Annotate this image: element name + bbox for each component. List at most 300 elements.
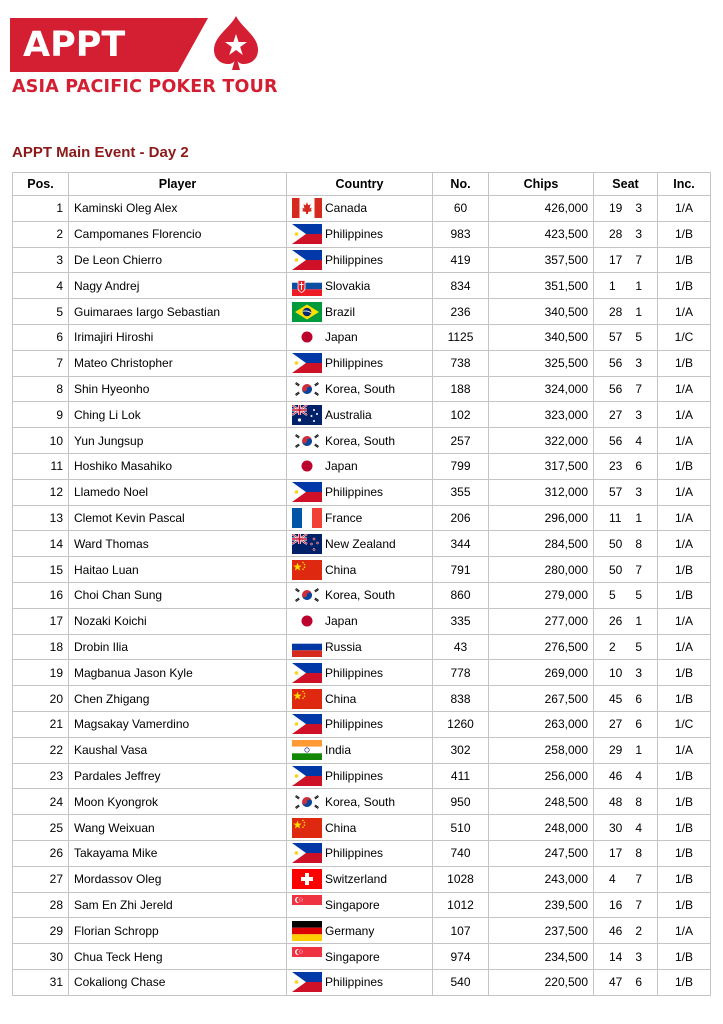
china-flag-icon bbox=[292, 560, 322, 580]
row-pos: 16 bbox=[13, 582, 69, 608]
row-seat bbox=[594, 789, 658, 815]
row-pos: 11 bbox=[13, 453, 69, 479]
row-no: 335 bbox=[433, 608, 489, 634]
row-player: Kaminski Oleg Alex bbox=[69, 196, 287, 222]
row-table-number: 27 bbox=[609, 407, 623, 422]
table-row bbox=[13, 892, 711, 918]
row-no: 1260 bbox=[433, 711, 489, 737]
row-country bbox=[287, 660, 433, 686]
row-country-name: Philippines bbox=[325, 227, 384, 242]
row-chips: 340,500 bbox=[489, 299, 594, 325]
row-country bbox=[287, 789, 433, 815]
row-seat-number: 7 bbox=[635, 252, 642, 267]
row-seat-number: 1 bbox=[635, 304, 642, 319]
row-seat bbox=[594, 428, 658, 454]
row-seat bbox=[594, 557, 658, 583]
row-no: 206 bbox=[433, 505, 489, 531]
table-row bbox=[13, 634, 711, 660]
row-seat-number: 4 bbox=[635, 820, 642, 835]
russia-flag-icon bbox=[292, 637, 322, 657]
table-row bbox=[13, 686, 711, 712]
row-country-name: China bbox=[325, 691, 357, 706]
table-row bbox=[13, 247, 711, 273]
row-table-number: 29 bbox=[609, 743, 623, 758]
header-player: Player bbox=[69, 173, 287, 196]
row-country bbox=[287, 350, 433, 376]
row-seat bbox=[594, 505, 658, 531]
row-chips: 279,000 bbox=[489, 582, 594, 608]
row-country-name: Canada bbox=[325, 201, 368, 216]
row-player: Nagy Andrej bbox=[69, 273, 287, 299]
france-flag-icon bbox=[292, 508, 322, 528]
row-no: 344 bbox=[433, 531, 489, 557]
row-no: 950 bbox=[433, 789, 489, 815]
row-seat-number: 3 bbox=[635, 407, 642, 422]
row-player: Campomanes Florencio bbox=[69, 221, 287, 247]
table-row bbox=[13, 273, 711, 299]
germany-flag-icon bbox=[292, 921, 322, 941]
south-korea-flag-icon bbox=[292, 585, 322, 605]
row-pos: 10 bbox=[13, 428, 69, 454]
row-player: Florian Schropp bbox=[69, 918, 287, 944]
row-pos: 26 bbox=[13, 840, 69, 866]
row-country bbox=[287, 376, 433, 402]
row-country bbox=[287, 505, 433, 531]
table-row bbox=[13, 350, 711, 376]
row-pos: 1 bbox=[13, 196, 69, 222]
header-no: No. bbox=[433, 173, 489, 196]
row-chips: 325,500 bbox=[489, 350, 594, 376]
row-no: 43 bbox=[433, 634, 489, 660]
row-pos: 31 bbox=[13, 969, 69, 995]
row-country-name: Korea, South bbox=[325, 794, 396, 809]
row-pos: 9 bbox=[13, 402, 69, 428]
india-flag-icon bbox=[292, 740, 322, 760]
row-chips: 234,500 bbox=[489, 944, 594, 970]
row-pos: 13 bbox=[13, 505, 69, 531]
row-country-name: Philippines bbox=[325, 665, 384, 680]
row-country bbox=[287, 918, 433, 944]
row-country-name: Russia bbox=[325, 639, 362, 654]
row-pos: 15 bbox=[13, 557, 69, 583]
row-inc: 1/A bbox=[658, 608, 711, 634]
row-chips: 258,000 bbox=[489, 737, 594, 763]
row-country bbox=[287, 582, 433, 608]
brazil-flag-icon bbox=[292, 302, 322, 322]
row-seat bbox=[594, 634, 658, 660]
philippines-flag-icon bbox=[292, 224, 322, 244]
row-seat-number: 1 bbox=[635, 510, 642, 525]
row-player: Pardales Jeffrey bbox=[69, 763, 287, 789]
row-inc: 1/A bbox=[658, 918, 711, 944]
row-seat bbox=[594, 582, 658, 608]
row-seat-number: 5 bbox=[635, 588, 642, 603]
row-pos: 8 bbox=[13, 376, 69, 402]
row-inc: 1/B bbox=[658, 840, 711, 866]
row-chips: 243,000 bbox=[489, 866, 594, 892]
table-header-row bbox=[13, 173, 711, 196]
philippines-flag-icon bbox=[292, 663, 322, 683]
table-row bbox=[13, 428, 711, 454]
row-table-number: 50 bbox=[609, 562, 623, 577]
row-player: Mordassov Oleg bbox=[69, 866, 287, 892]
row-country-name: Philippines bbox=[325, 717, 384, 732]
row-player: Irimajiri Hiroshi bbox=[69, 324, 287, 350]
row-no: 355 bbox=[433, 479, 489, 505]
row-inc: 1/A bbox=[658, 196, 711, 222]
row-pos: 3 bbox=[13, 247, 69, 273]
row-table-number: 45 bbox=[609, 691, 623, 706]
row-seat bbox=[594, 479, 658, 505]
japan-flag-icon bbox=[292, 327, 322, 347]
row-seat-number: 8 bbox=[635, 846, 642, 861]
row-seat-number: 4 bbox=[635, 768, 642, 783]
row-seat bbox=[594, 247, 658, 273]
header-country: Country bbox=[287, 173, 433, 196]
table-row bbox=[13, 608, 711, 634]
row-player: Magsakay Vamerdino bbox=[69, 711, 287, 737]
row-seat-number: 7 bbox=[635, 381, 642, 396]
row-country bbox=[287, 866, 433, 892]
row-pos: 5 bbox=[13, 299, 69, 325]
table-row bbox=[13, 866, 711, 892]
row-no: 1012 bbox=[433, 892, 489, 918]
row-player: Nozaki Koichi bbox=[69, 608, 287, 634]
row-country-name: Slovakia bbox=[325, 278, 371, 293]
table-row bbox=[13, 737, 711, 763]
row-table-number: 11 bbox=[609, 510, 622, 525]
row-no: 799 bbox=[433, 453, 489, 479]
philippines-flag-icon bbox=[292, 353, 322, 373]
row-inc: 1/B bbox=[658, 273, 711, 299]
row-no: 983 bbox=[433, 221, 489, 247]
row-country bbox=[287, 557, 433, 583]
row-country-name: Philippines bbox=[325, 485, 384, 500]
table-row bbox=[13, 402, 711, 428]
row-seat-number: 5 bbox=[635, 639, 642, 654]
row-pos: 7 bbox=[13, 350, 69, 376]
row-player: Cokaliong Chase bbox=[69, 969, 287, 995]
philippines-flag-icon bbox=[292, 766, 322, 786]
row-country bbox=[287, 221, 433, 247]
row-table-number: 56 bbox=[609, 381, 623, 396]
row-chips: 312,000 bbox=[489, 479, 594, 505]
row-inc: 1/A bbox=[658, 505, 711, 531]
row-country bbox=[287, 273, 433, 299]
canada-flag-icon bbox=[292, 198, 322, 218]
japan-flag-icon bbox=[292, 611, 322, 631]
row-player: Llamedo Noel bbox=[69, 479, 287, 505]
row-chips: 351,500 bbox=[489, 273, 594, 299]
row-country-name: Germany bbox=[325, 923, 375, 938]
table-row bbox=[13, 918, 711, 944]
table-row bbox=[13, 763, 711, 789]
row-player: Shin Hyeonho bbox=[69, 376, 287, 402]
table-row bbox=[13, 711, 711, 737]
row-seat bbox=[594, 299, 658, 325]
table-row bbox=[13, 840, 711, 866]
row-country bbox=[287, 479, 433, 505]
row-country-name: Korea, South bbox=[325, 381, 396, 396]
row-seat bbox=[594, 531, 658, 557]
china-flag-icon bbox=[292, 689, 322, 709]
singapore-flag-icon bbox=[292, 895, 322, 915]
row-inc: 1/A bbox=[658, 531, 711, 557]
table-row bbox=[13, 376, 711, 402]
table-row bbox=[13, 453, 711, 479]
row-player: Takayama Mike bbox=[69, 840, 287, 866]
row-chips: 296,000 bbox=[489, 505, 594, 531]
row-seat-number: 6 bbox=[635, 975, 642, 990]
row-country-name: Japan bbox=[325, 459, 358, 474]
row-chips: 324,000 bbox=[489, 376, 594, 402]
row-seat-number: 3 bbox=[635, 227, 642, 242]
row-pos: 29 bbox=[13, 918, 69, 944]
row-no: 860 bbox=[433, 582, 489, 608]
row-player: Moon Kyongrok bbox=[69, 789, 287, 815]
row-country-name: Brazil bbox=[325, 304, 356, 319]
row-table-number: 19 bbox=[609, 201, 623, 216]
row-country-name: Philippines bbox=[325, 356, 384, 371]
row-inc: 1/B bbox=[658, 969, 711, 995]
row-country bbox=[287, 402, 433, 428]
row-pos: 14 bbox=[13, 531, 69, 557]
table-row bbox=[13, 479, 711, 505]
row-country bbox=[287, 763, 433, 789]
row-table-number: 46 bbox=[609, 923, 623, 938]
slovakia-flag-icon bbox=[292, 276, 322, 296]
row-seat-number: 3 bbox=[635, 356, 642, 371]
philippines-flag-icon bbox=[292, 972, 322, 992]
row-chips: 248,000 bbox=[489, 815, 594, 841]
row-chips: 280,000 bbox=[489, 557, 594, 583]
south-korea-flag-icon bbox=[292, 792, 322, 812]
appt-logo bbox=[10, 14, 278, 100]
row-seat bbox=[594, 350, 658, 376]
singapore-flag-icon bbox=[292, 947, 322, 967]
row-chips: 267,500 bbox=[489, 686, 594, 712]
row-player: Drobin Ilia bbox=[69, 634, 287, 660]
row-table-number: 47 bbox=[609, 975, 623, 990]
row-country bbox=[287, 711, 433, 737]
new-zealand-flag-icon bbox=[292, 534, 322, 554]
row-seat bbox=[594, 402, 658, 428]
row-inc: 1/C bbox=[658, 711, 711, 737]
row-inc: 1/A bbox=[658, 402, 711, 428]
row-chips: 317,500 bbox=[489, 453, 594, 479]
row-no: 60 bbox=[433, 196, 489, 222]
logo-title: APPT bbox=[23, 25, 126, 65]
row-no: 1028 bbox=[433, 866, 489, 892]
row-player: Chen Zhigang bbox=[69, 686, 287, 712]
row-seat-number: 1 bbox=[635, 278, 642, 293]
row-inc: 1/A bbox=[658, 479, 711, 505]
row-chips: 323,000 bbox=[489, 402, 594, 428]
row-pos: 6 bbox=[13, 324, 69, 350]
japan-flag-icon bbox=[292, 456, 322, 476]
row-pos: 22 bbox=[13, 737, 69, 763]
row-player: Magbanua Jason Kyle bbox=[69, 660, 287, 686]
philippines-flag-icon bbox=[292, 482, 322, 502]
row-no: 740 bbox=[433, 840, 489, 866]
row-pos: 20 bbox=[13, 686, 69, 712]
event-title: APPT Main Event - Day 2 bbox=[12, 144, 189, 161]
row-country-name: Switzerland bbox=[325, 872, 388, 887]
row-pos: 19 bbox=[13, 660, 69, 686]
row-country-name: Australia bbox=[325, 407, 372, 422]
table-row bbox=[13, 299, 711, 325]
row-chips: 247,500 bbox=[489, 840, 594, 866]
australia-flag-icon bbox=[292, 405, 322, 425]
row-chips: 276,500 bbox=[489, 634, 594, 660]
row-inc: 1/A bbox=[658, 634, 711, 660]
row-table-number: 23 bbox=[609, 459, 623, 474]
row-seat-number: 6 bbox=[635, 459, 642, 474]
south-korea-flag-icon bbox=[292, 379, 322, 399]
row-chips: 256,000 bbox=[489, 763, 594, 789]
row-seat-number: 3 bbox=[635, 665, 642, 680]
row-player: Clemot Kevin Pascal bbox=[69, 505, 287, 531]
row-country bbox=[287, 634, 433, 660]
row-seat-number: 1 bbox=[635, 743, 642, 758]
row-country bbox=[287, 969, 433, 995]
row-no: 419 bbox=[433, 247, 489, 273]
row-table-number: 2 bbox=[609, 639, 616, 654]
row-player: Ward Thomas bbox=[69, 531, 287, 557]
row-player: Guimaraes Iargo Sebastian bbox=[69, 299, 287, 325]
row-seat-number: 5 bbox=[635, 330, 642, 345]
row-inc: 1/B bbox=[658, 350, 711, 376]
row-table-number: 17 bbox=[609, 846, 623, 861]
row-chips: 248,500 bbox=[489, 789, 594, 815]
row-seat bbox=[594, 815, 658, 841]
row-country-name: Korea, South bbox=[325, 588, 396, 603]
row-table-number: 48 bbox=[609, 794, 623, 809]
row-inc: 1/B bbox=[658, 686, 711, 712]
row-inc: 1/A bbox=[658, 428, 711, 454]
table-row bbox=[13, 196, 711, 222]
philippines-flag-icon bbox=[292, 843, 322, 863]
row-country bbox=[287, 299, 433, 325]
row-seat-number: 7 bbox=[635, 897, 642, 912]
row-table-number: 28 bbox=[609, 304, 623, 319]
row-seat-number: 4 bbox=[635, 433, 642, 448]
row-pos: 24 bbox=[13, 789, 69, 815]
row-inc: 1/B bbox=[658, 892, 711, 918]
row-player: De Leon Chierro bbox=[69, 247, 287, 273]
row-inc: 1/B bbox=[658, 944, 711, 970]
row-no: 188 bbox=[433, 376, 489, 402]
row-inc: 1/A bbox=[658, 299, 711, 325]
row-player: Sam En Zhi Jereld bbox=[69, 892, 287, 918]
row-country-name: Japan bbox=[325, 330, 358, 345]
row-table-number: 57 bbox=[609, 330, 623, 345]
row-pos: 2 bbox=[13, 221, 69, 247]
row-inc: 1/B bbox=[658, 453, 711, 479]
row-seat bbox=[594, 660, 658, 686]
row-seat-number: 3 bbox=[635, 949, 642, 964]
table-row bbox=[13, 944, 711, 970]
row-chips: 322,000 bbox=[489, 428, 594, 454]
row-seat-number: 3 bbox=[635, 485, 642, 500]
row-no: 838 bbox=[433, 686, 489, 712]
row-table-number: 56 bbox=[609, 356, 623, 371]
row-seat bbox=[594, 944, 658, 970]
row-chips: 357,500 bbox=[489, 247, 594, 273]
row-no: 102 bbox=[433, 402, 489, 428]
row-country-name: China bbox=[325, 820, 357, 835]
china-flag-icon bbox=[292, 818, 322, 838]
table-row bbox=[13, 505, 711, 531]
row-table-number: 1 bbox=[609, 278, 616, 293]
row-country bbox=[287, 686, 433, 712]
philippines-flag-icon bbox=[292, 714, 322, 734]
row-chips: 239,500 bbox=[489, 892, 594, 918]
row-chips: 277,000 bbox=[489, 608, 594, 634]
row-seat-number: 8 bbox=[635, 536, 642, 551]
row-no: 302 bbox=[433, 737, 489, 763]
table-row bbox=[13, 582, 711, 608]
spade-star-icon bbox=[212, 14, 260, 72]
row-table-number: 14 bbox=[609, 949, 623, 964]
row-country-name: Singapore bbox=[325, 897, 380, 912]
row-no: 778 bbox=[433, 660, 489, 686]
row-pos: 23 bbox=[13, 763, 69, 789]
row-pos: 18 bbox=[13, 634, 69, 660]
row-pos: 12 bbox=[13, 479, 69, 505]
row-country-name: Philippines bbox=[325, 768, 384, 783]
row-player: Wang Weixuan bbox=[69, 815, 287, 841]
row-country bbox=[287, 737, 433, 763]
table-row bbox=[13, 789, 711, 815]
row-chips: 284,500 bbox=[489, 531, 594, 557]
row-country bbox=[287, 608, 433, 634]
row-inc: 1/A bbox=[658, 737, 711, 763]
row-no: 510 bbox=[433, 815, 489, 841]
row-seat bbox=[594, 608, 658, 634]
switzerland-flag-icon bbox=[292, 869, 322, 889]
table-row bbox=[13, 660, 711, 686]
row-table-number: 30 bbox=[609, 820, 623, 835]
row-seat bbox=[594, 866, 658, 892]
row-country bbox=[287, 531, 433, 557]
row-inc: 1/C bbox=[658, 324, 711, 350]
row-country bbox=[287, 892, 433, 918]
row-player: Hoshiko Masahiko bbox=[69, 453, 287, 479]
header-inc: Inc. bbox=[658, 173, 711, 196]
row-country-name: Philippines bbox=[325, 846, 384, 861]
row-seat bbox=[594, 686, 658, 712]
row-table-number: 50 bbox=[609, 536, 623, 551]
row-no: 974 bbox=[433, 944, 489, 970]
row-table-number: 57 bbox=[609, 485, 623, 500]
row-no: 257 bbox=[433, 428, 489, 454]
row-seat-number: 7 bbox=[635, 872, 642, 887]
row-table-number: 27 bbox=[609, 717, 623, 732]
row-country-name: India bbox=[325, 743, 352, 758]
logo-subtitle: ASIA PACIFIC POKER TOUR bbox=[12, 77, 278, 97]
row-country-name: New Zealand bbox=[325, 536, 396, 551]
row-inc: 1/B bbox=[658, 789, 711, 815]
row-inc: 1/B bbox=[658, 660, 711, 686]
row-country-name: France bbox=[325, 510, 363, 525]
row-seat bbox=[594, 737, 658, 763]
row-inc: 1/B bbox=[658, 763, 711, 789]
row-pos: 27 bbox=[13, 866, 69, 892]
row-chips: 220,500 bbox=[489, 969, 594, 995]
row-table-number: 16 bbox=[609, 897, 623, 912]
row-inc: 1/B bbox=[658, 221, 711, 247]
